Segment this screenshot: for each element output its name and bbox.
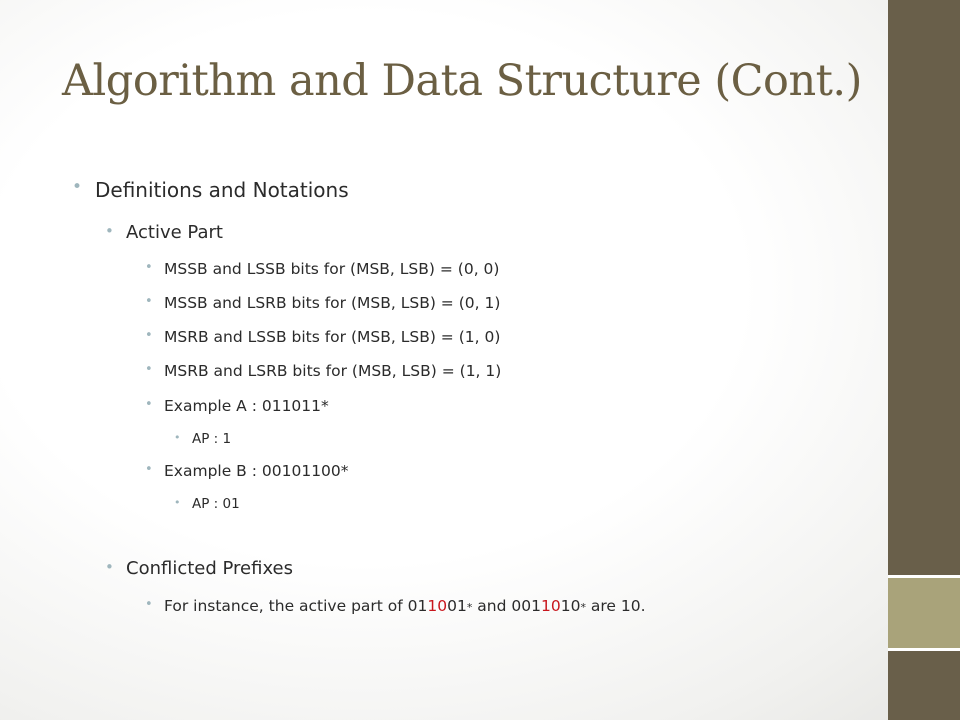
bullet-text: MSSB and LSRB bits for (MSB, LSB) = (0, 1) <box>164 294 501 312</box>
bullet-dot-icon: • <box>105 558 114 576</box>
bullet-definitions <box>72 177 349 202</box>
instance-suffix-text: are 10. <box>585 597 646 615</box>
bullet-dot-icon: • <box>145 462 153 477</box>
bullet-text: Example B : 00101100* <box>164 462 349 480</box>
instance-prefix-text: For instance, the active part of <box>164 597 408 615</box>
bullet-dot-icon: • <box>145 597 153 612</box>
bullet-text: Definitions and Notations <box>95 178 349 202</box>
prefix-2-wildcard: * <box>580 601 586 614</box>
bullet-text: MSRB and LSRB bits for (MSB, LSB) = (1, 1) <box>164 362 502 380</box>
bullet-dot-icon: • <box>174 496 181 509</box>
bullet-text: MSRB and LSSB bits for (MSB, LSB) = (1, 0) <box>164 328 501 346</box>
bullet-instance <box>145 597 646 615</box>
bullet-active-part <box>105 222 223 243</box>
bullet-text: Active Part <box>126 222 223 243</box>
prefix-2-active-part: 10 <box>540 597 561 615</box>
prefix-1-active-part: 10 <box>427 597 448 615</box>
bullet-dot-icon: • <box>145 260 153 275</box>
prefix-2-tail: 10 <box>560 597 581 615</box>
bullet-mssb-lssb <box>145 260 500 278</box>
sidebar-band-middle <box>888 578 960 648</box>
bullet-mssb-lsrb <box>145 294 501 312</box>
sidebar-band-bottom <box>888 651 960 720</box>
bullet-dot-icon: • <box>105 222 114 240</box>
prefix-1-wildcard: * <box>466 601 473 614</box>
decorative-sidebar <box>888 0 960 720</box>
bullet-dot-icon: • <box>145 328 153 343</box>
bullet-example-b-ap <box>174 496 240 512</box>
bullet-text: Conflicted Prefixes <box>126 558 294 579</box>
instance-and-text: and <box>472 597 512 615</box>
bullet-msrb-lssb <box>145 328 501 346</box>
bullet-example-a-ap <box>174 431 232 447</box>
bullet-text: MSSB and LSSB bits for (MSB, LSB) = (0, 0) <box>164 260 500 278</box>
bullet-dot-icon: • <box>145 362 153 377</box>
bullet-dot-icon: • <box>72 177 83 197</box>
bullet-msrb-lsrb <box>145 362 502 380</box>
slide-title: Algorithm and Data Structure (Cont.) <box>62 56 862 106</box>
bullet-dot-icon: • <box>174 431 181 444</box>
bullet-example-b <box>145 462 349 480</box>
bullet-conflicted-prefixes <box>105 558 294 579</box>
prefix-1-head: 01 <box>407 597 428 615</box>
prefix-2-head: 001 <box>511 597 541 615</box>
sidebar-band-top <box>888 0 960 575</box>
bullet-dot-icon: • <box>145 397 153 412</box>
bullet-text: Example A : 011011* <box>164 397 329 415</box>
bullet-example-a <box>145 397 329 415</box>
bullet-text: AP : 01 <box>192 496 240 512</box>
bullet-text: AP : 1 <box>192 431 232 447</box>
bullet-dot-icon: • <box>145 294 153 309</box>
prefix-1-tail: 01 <box>447 597 467 615</box>
